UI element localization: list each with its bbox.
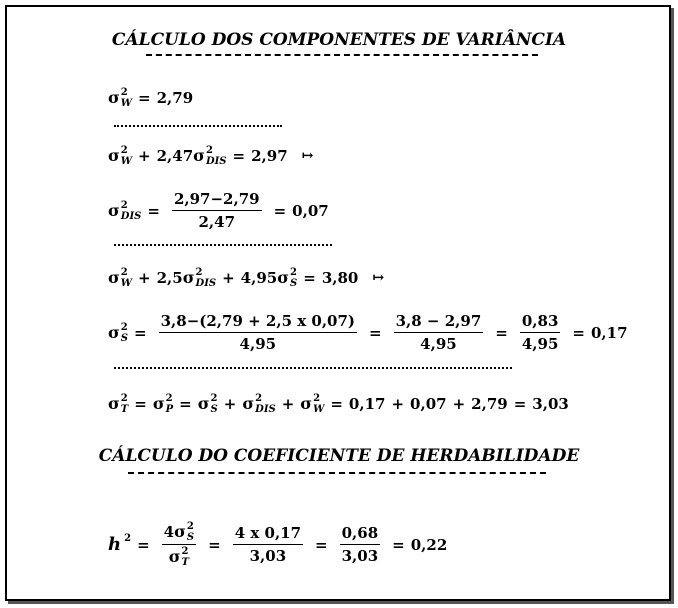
equation-heritability: [108, 522, 447, 567]
equals-sign: =: [273, 201, 287, 220]
equation-sigma-dis: [108, 190, 329, 231]
sigma-s-result: 0,17: [590, 323, 628, 342]
equals-sign: =: [134, 323, 147, 342]
heritability-heading-underline: [128, 472, 546, 474]
equation-w-dis: [108, 146, 313, 166]
separator-1: [114, 125, 282, 127]
sigma-dis-result: 0,07: [292, 201, 329, 220]
equals-sign: =: [137, 535, 150, 554]
fraction-dis: $\frac{2,97-2,79}{2,47}$: [173, 190, 260, 231]
sigma-dis-squared: σ 2 DIS: [108, 199, 142, 222]
fraction-s-2: $\frac{3,8 - 2,97}{4,95}$: [395, 312, 482, 353]
sigma-w-squared: σ 2 W: [108, 87, 133, 109]
equation-sigma-w: [108, 88, 193, 108]
equation-value: 3,80: [321, 269, 359, 287]
equals-sign: =: [315, 535, 328, 554]
equation-value: 2,97: [251, 147, 288, 165]
heritability-heading: CÁLCULO DO COEFICIENTE DE HERDABILIDADE: [98, 446, 580, 466]
plus-sign: +: [222, 269, 235, 287]
document-frame: [5, 5, 671, 601]
equals-sign: =: [208, 535, 221, 554]
equals-sign: =: [134, 395, 147, 413]
separator-2: [114, 244, 332, 246]
heritability-result: 0,22: [410, 535, 448, 554]
equals-sign: =: [572, 323, 585, 342]
sigma-dis-squared: σ 2 DIS: [242, 393, 276, 415]
equation-sigma-total: [108, 394, 569, 414]
equals-sign: =: [513, 395, 527, 413]
dis-coefficient: 2,47: [156, 147, 194, 165]
equation-w-dis-s: [108, 268, 384, 288]
sigma-w-squared: σ 2 W: [300, 393, 325, 415]
equals-sign: =: [179, 395, 192, 413]
sigma-dis-squared: σ 2 DIS: [182, 267, 217, 289]
plus-sign: +: [138, 269, 151, 287]
equals-sign: =: [147, 201, 160, 220]
plus-sign: +: [452, 395, 466, 413]
sigma-dis-squared: σ 2 DIS: [193, 145, 227, 167]
variance-heading: CÁLCULO DOS COMPONENTES DE VARIÂNCIA: [111, 30, 567, 50]
maps-to-arrow: ↦: [372, 270, 385, 286]
plus-sign: +: [138, 147, 151, 165]
equals-sign: =: [369, 323, 382, 342]
sigma-s-squared: σ 2 S: [197, 393, 218, 415]
s-coefficient: 4,95: [240, 269, 278, 287]
fraction-h-3: $\frac{0,68}{3,03}$: [341, 524, 379, 565]
variance-heading-underline: [146, 54, 538, 56]
plus-sign: +: [391, 395, 405, 413]
plus-sign: +: [223, 395, 237, 413]
fraction-s-1: $\frac{3,8-(2,79 + 2,5 x 0,07)}{4,95}$: [160, 312, 356, 353]
sigma-w-squared: σ 2 W: [108, 267, 133, 289]
fraction-h-1: 4 σ 2 S σ 2 T: [163, 521, 195, 568]
equals-sign: =: [392, 535, 405, 554]
sigma-t-squared: σ 2 T: [108, 393, 129, 415]
sigma-s-squared: σ 2 S: [108, 321, 129, 344]
plus-sign: +: [281, 395, 295, 413]
equals-sign: =: [330, 395, 343, 413]
dis-coefficient: 2,5: [156, 269, 183, 287]
equals-sign: =: [232, 147, 246, 165]
sigma-w-squared: σ 2 W: [108, 145, 133, 167]
separator-3: [114, 367, 512, 369]
fraction-s-3: $\frac{0,83}{4,95}$: [521, 312, 559, 353]
fraction-h-2: $\frac{4 x 0,17}{3,03}$: [234, 524, 302, 565]
equals-sign: =: [303, 269, 316, 287]
sigma-w-value: 2,79: [156, 89, 194, 107]
equation-sigma-s: [108, 312, 628, 353]
value-dis: 0,07: [410, 395, 447, 413]
sigma-total-result: 3,03: [532, 395, 569, 413]
equals-sign: =: [495, 323, 508, 342]
sigma-p-squared: σ 2 P: [152, 393, 174, 415]
maps-to-arrow: ↦: [301, 148, 314, 164]
h-squared: h 2: [108, 533, 132, 555]
equals-sign: =: [138, 89, 151, 107]
value-s: 0,17: [348, 395, 386, 413]
sigma-s-squared: σ 2 S: [277, 267, 298, 289]
value-w: 2,79: [471, 395, 508, 413]
